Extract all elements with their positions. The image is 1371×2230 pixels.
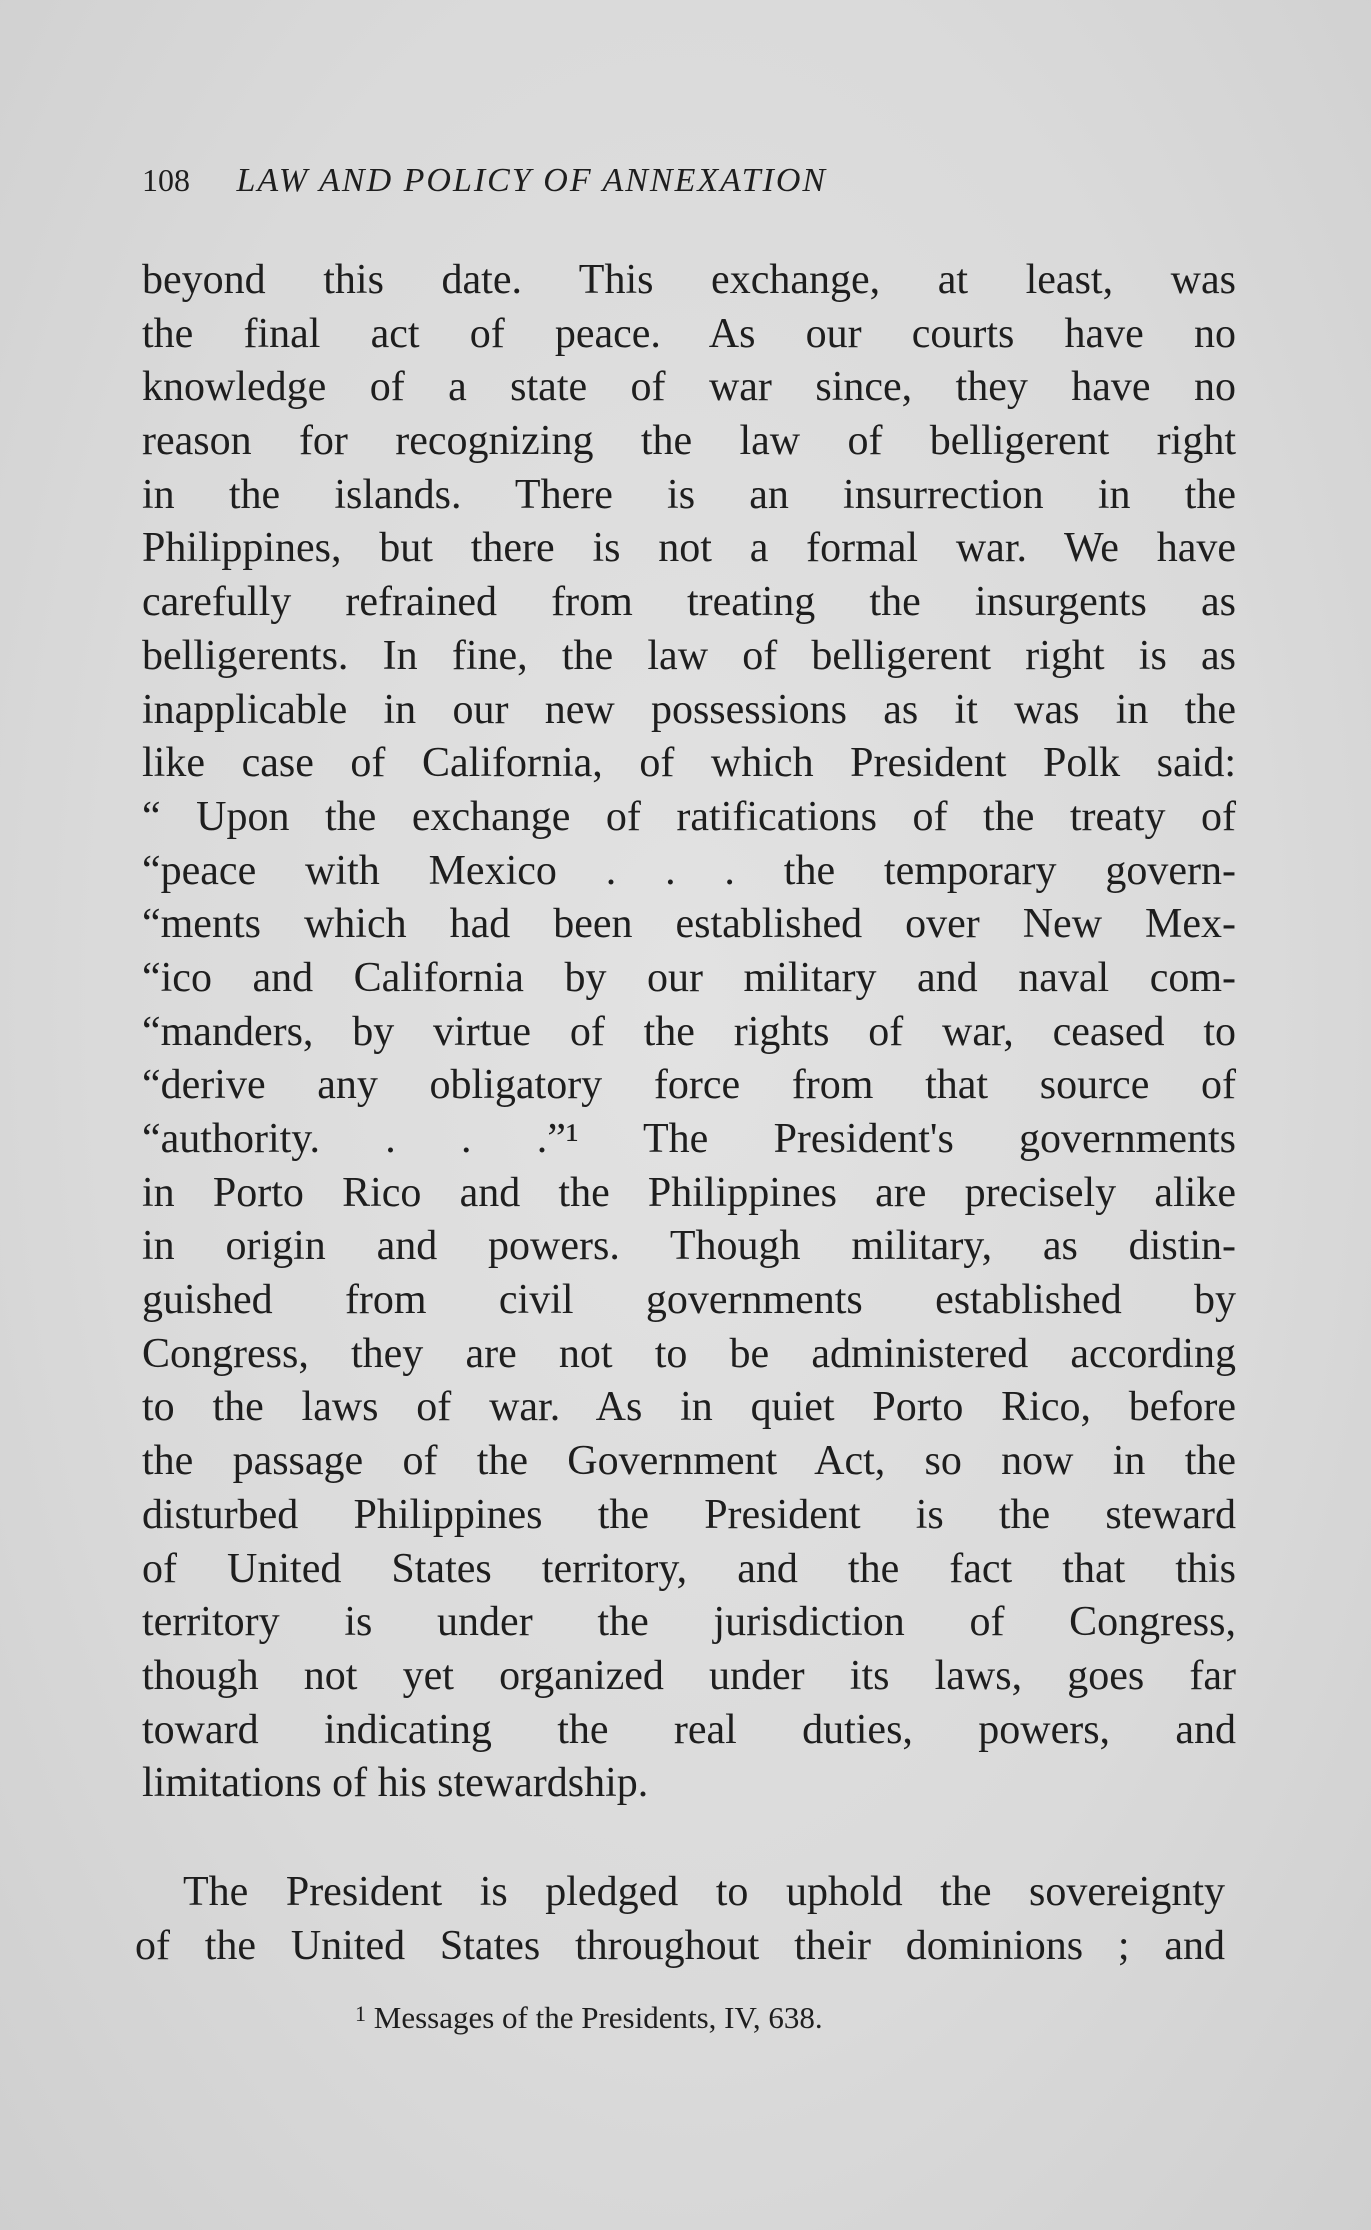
page-number: 108 bbox=[142, 162, 190, 198]
text-line: The President is pledged to uphold the sovereignty bbox=[183, 1869, 1225, 1915]
text-line: the final act of peace. As our courts have no bbox=[142, 310, 1236, 357]
text-line: belligerents. In fine, the law of belligerent right is as bbox=[142, 632, 1236, 679]
footnote bbox=[355, 1998, 823, 2038]
text-line: “derive any obligatory force from that source of bbox=[142, 1062, 1236, 1109]
text-line: “peace with Mexico . . . the temporary govern- bbox=[142, 847, 1236, 894]
running-head bbox=[142, 160, 1242, 201]
text-line: knowledge of a state of war since, they have no bbox=[142, 364, 1236, 411]
text-line: “manders, by virtue of the rights of war, ceased to bbox=[142, 1008, 1236, 1055]
text-line: “ Upon the exchange of ratifications of the treaty of bbox=[142, 793, 1236, 840]
text-line: of United States territory, and the fact that this bbox=[142, 1545, 1236, 1592]
text-line: beyond this date. This exchange, at least, was bbox=[142, 257, 1236, 303]
footnote-text: Messages of the Presidents, IV, 638. bbox=[373, 2000, 823, 2035]
text-line: guished from civil governments established by bbox=[142, 1277, 1236, 1324]
paragraph-1 bbox=[142, 254, 1236, 1811]
text-line: “ments which had been established over New Mex- bbox=[142, 901, 1236, 948]
text-line: of the United States throughout their dominions ; and bbox=[135, 1922, 1225, 1969]
text-line: in Porto Rico and the Philippines are precisely alike bbox=[142, 1169, 1236, 1216]
text-line: territory is under the jurisdiction of Congress, bbox=[142, 1599, 1236, 1646]
text-line: toward indicating the real duties, powers, and bbox=[142, 1706, 1236, 1753]
text-line: inapplicable in our new possessions as it was in the bbox=[142, 686, 1236, 733]
text-line: like case of California, of which President Polk said: bbox=[142, 740, 1236, 787]
text-line: Congress, they are not to be administered according bbox=[142, 1330, 1236, 1377]
text-line: disturbed Philippines the President is the steward bbox=[142, 1491, 1236, 1538]
running-title: LAW AND POLICY OF ANNEXATION bbox=[236, 162, 828, 199]
text-line: in the islands. There is an insurrection in the bbox=[142, 471, 1236, 518]
text-line: reason for recognizing the law of belligerent right bbox=[142, 418, 1236, 465]
text-line: “authority. . . .”¹ The President's governments bbox=[142, 1116, 1236, 1162]
text-line: to the laws of war. As in quiet Porto Rico, before bbox=[142, 1384, 1236, 1431]
footnote-marker: 1 bbox=[355, 2001, 366, 2026]
text-line: the passage of the Government Act, so now in the bbox=[142, 1438, 1236, 1485]
text-line: though not yet organized under its laws, goes far bbox=[142, 1652, 1236, 1699]
text-line: “ico and California by our military and naval com- bbox=[142, 954, 1236, 1001]
paragraph-2 bbox=[135, 1866, 1225, 1973]
text-line: in origin and powers. Though military, as distin- bbox=[142, 1223, 1236, 1270]
text-line: carefully refrained from treating the insurgents as bbox=[142, 579, 1236, 626]
text-line: Philippines, but there is not a formal war. We have bbox=[142, 525, 1236, 572]
text-line: limitations of his stewardship. bbox=[142, 1760, 649, 1807]
